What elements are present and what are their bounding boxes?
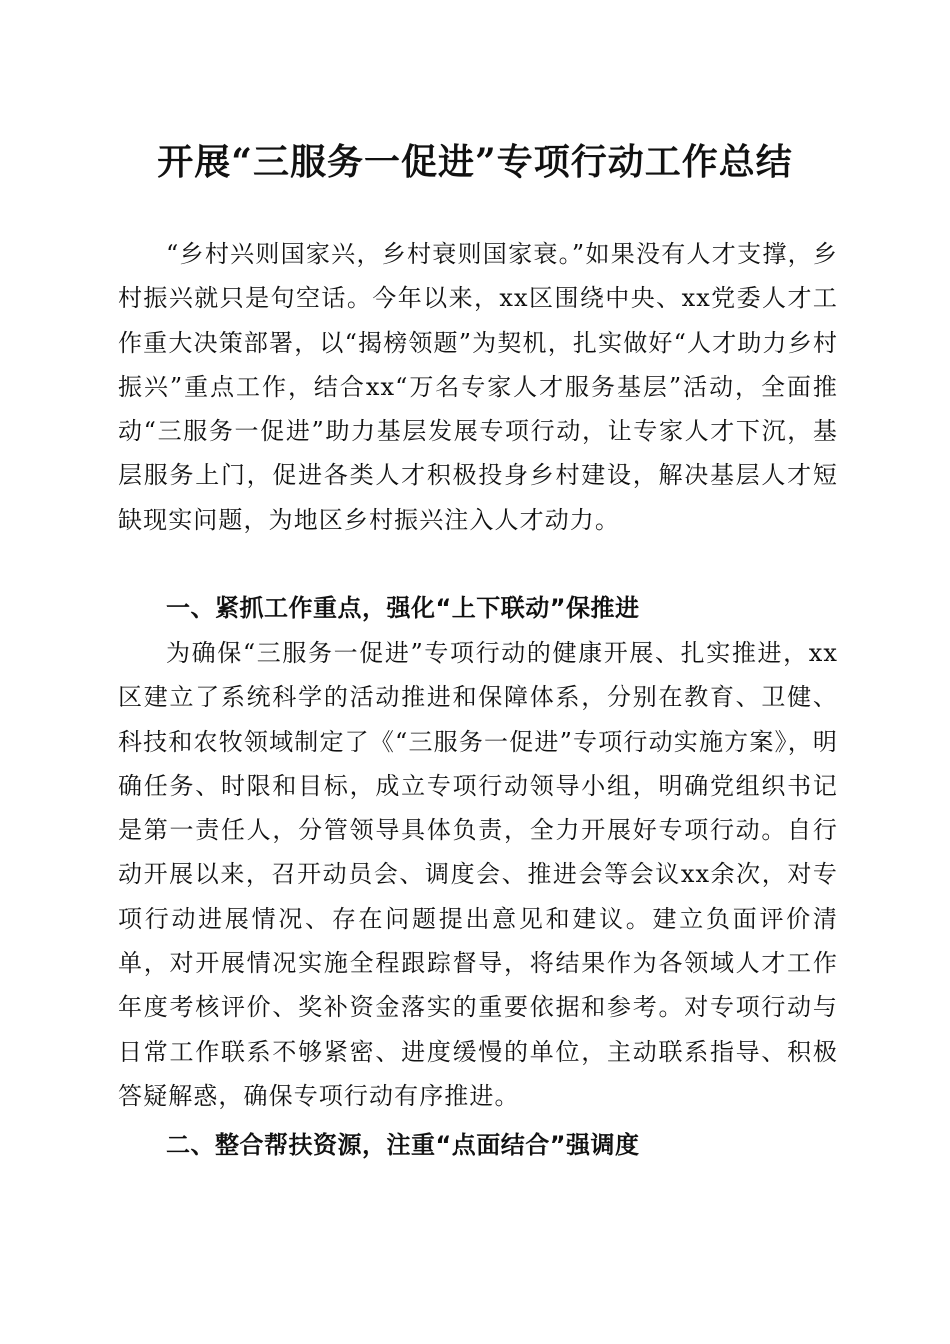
intro-paragraph: “乡村兴则国家兴，乡村衰则国家衰。”如果没有人才支撑，乡村振兴就只是句空话。今年以来，xx区围绕中央、xx党委人才工作重大决策部署，以“揭榜领题”为契机，扎实做好“人才助力乡村振兴”重点工作，结合xx“万名专家人才服务基层”活动，全面推动“三服务一促进”助力基层发展专项行动，让专家人才下沉，基层服务上门，促进各类人才积极投身乡村建设，解决基层人才短缺现实问题，为地区乡村振兴注入人才动力。 <box>118 240 838 534</box>
section-heading-2: 二、整合帮扶资源，注重“点面结合”强调度 <box>166 1131 640 1159</box>
section-1-paragraph: 为确保“三服务一促进”专项行动的健康开展、扎实推进，xx区建立了系统科学的活动推进和保障体系，分别在教育、卫健、科技和农牧领域制定了《“三服务一促进”专项行动实施方案》，明确任务、时限和目标，成立专项行动领导小组，明确党组织书记是第一责任人，分管领导具体负责，全力开展好专项行动。自行动开展以来，召开动员会、调度会、推进会等会议xx余次，对专项行动进展情况、存在问题提出意见和建议。建立负面评价清单，对开展情况实施全程跟踪督导，将结果作为各领域人才工作年度考核评价、奖补资金落实的重要依据和参考。对专项行动与日常工作联系不够紧密、进度缓慢的单位，主动联系指导、积极答疑解惑，确保专项行动有序推进。 <box>118 639 838 1110</box>
section-heading-1: 一、紧抓工作重点，强化“上下联动”保推进 <box>166 594 640 622</box>
document-title: 开展“三服务一促进”专项行动工作总结 <box>157 141 793 183</box>
